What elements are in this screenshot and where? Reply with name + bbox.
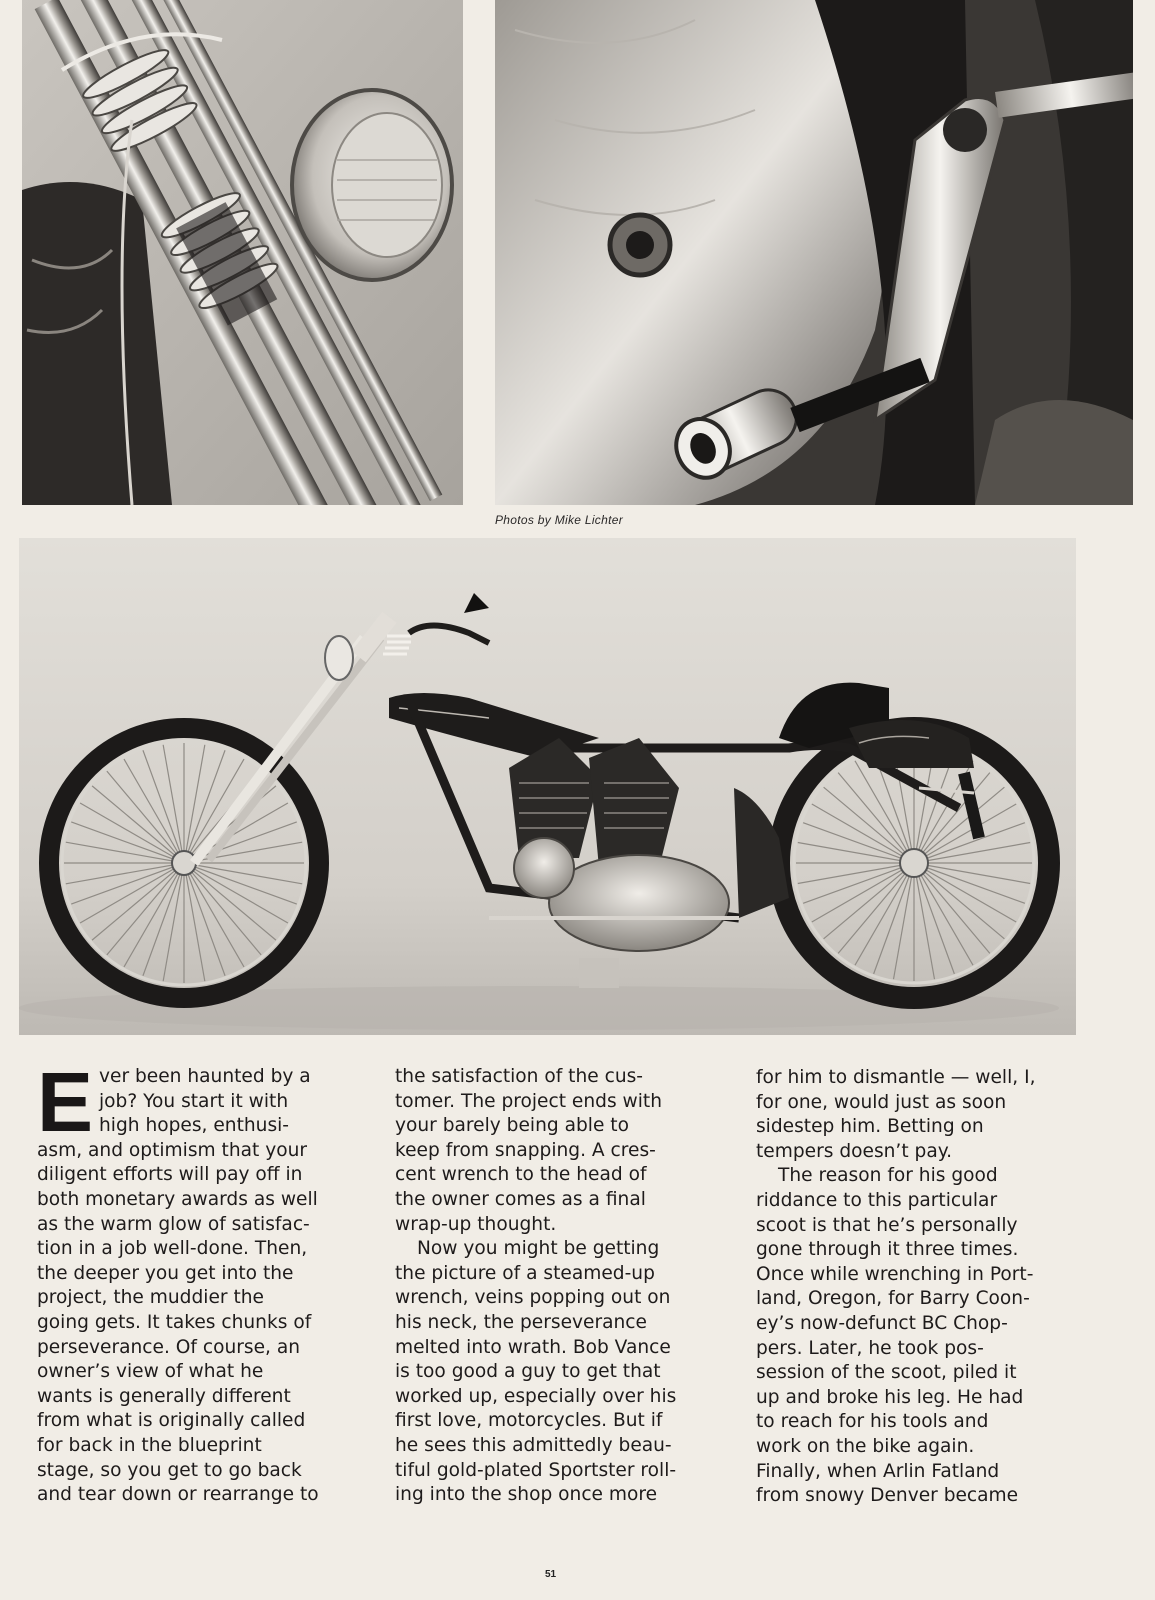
text-line: perseverance. Of course, an xyxy=(37,1336,301,1358)
article-column-3 xyxy=(756,1066,1086,1509)
text-line: ver been haunted by a xyxy=(99,1066,311,1087)
text-line: for back in the blueprint xyxy=(37,1434,262,1456)
text-line: melted into wrath. Bob Vance xyxy=(395,1336,671,1358)
front-fork-headlight-photo xyxy=(22,0,463,505)
text-line: the deeper you get into the xyxy=(37,1262,294,1284)
text-line: your barely being able to xyxy=(395,1115,629,1137)
text-line: and tear down or rearrange to xyxy=(37,1484,319,1506)
text-line: as the warm glow of satisfac- xyxy=(37,1213,310,1235)
article-column-1 xyxy=(37,1055,367,1508)
page-number: 51 xyxy=(545,1569,557,1580)
text-line: asm, and optimism that your xyxy=(37,1139,308,1161)
engine-case-brake-lever-photo xyxy=(495,0,1133,505)
col3-paragraph-1 xyxy=(756,1066,1086,1164)
text-line: his neck, the perseverance xyxy=(395,1311,647,1333)
article-column-2 xyxy=(395,1065,725,1508)
text-line: Now you might be getting xyxy=(417,1238,660,1260)
text-line: from what is originally called xyxy=(37,1410,306,1432)
text-line: up and broke his leg. He had xyxy=(756,1386,1024,1408)
fork-illustration xyxy=(22,0,463,505)
chopper-illustration xyxy=(19,538,1076,1035)
text-line: tiful gold-plated Sportster roll- xyxy=(395,1459,677,1481)
text-line: riddance to this particular xyxy=(756,1189,998,1211)
text-line: diligent efforts will pay off in xyxy=(37,1164,303,1186)
text-line: wrench, veins popping out on xyxy=(395,1287,671,1309)
text-line: the picture of a steamed-up xyxy=(395,1262,655,1284)
text-line: ing into the shop once more xyxy=(395,1484,658,1506)
text-line: gone through it three times. xyxy=(756,1239,1019,1261)
text-line: session of the scoot, piled it xyxy=(756,1362,1017,1384)
col2-paragraph-2 xyxy=(395,1237,725,1508)
engine-case-illustration xyxy=(495,0,1133,505)
text-line: for one, would just as soon xyxy=(756,1091,1007,1113)
text-line: to reach for his tools and xyxy=(756,1411,989,1433)
col3-paragraph-2 xyxy=(756,1164,1086,1508)
text-line: the satisfaction of the cus- xyxy=(395,1066,644,1087)
chopper-side-view-photo xyxy=(19,538,1076,1035)
text-line: both monetary awards as well xyxy=(37,1188,318,1210)
text-line: ey’s now-defunct BC Chop- xyxy=(756,1312,1008,1334)
text-line: going gets. It takes chunks of xyxy=(37,1311,312,1333)
text-line: is too good a guy to get that xyxy=(395,1361,661,1383)
text-line: worked up, especially over his xyxy=(395,1385,677,1407)
text-line: first love, motorcycles. But if xyxy=(395,1410,663,1432)
text-line: wants is generally different xyxy=(37,1385,291,1407)
text-line: sidestep him. Betting on xyxy=(756,1116,984,1138)
text-line: project, the muddier the xyxy=(37,1287,264,1309)
text-line: keep from snapping. A cres- xyxy=(395,1139,656,1161)
text-line: Finally, when Arlin Fatland xyxy=(756,1460,1000,1482)
text-line: wrap-up thought. xyxy=(395,1213,557,1235)
col2-paragraph-1 xyxy=(395,1065,725,1237)
text-line: land, Oregon, for Barry Coon- xyxy=(756,1288,1030,1310)
photo-credit: Photos by Mike Lichter xyxy=(495,513,623,527)
text-line: scoot is that he’s personally xyxy=(756,1214,1018,1236)
text-line: job? You start it with xyxy=(99,1090,289,1112)
text-line: high hopes, enthusi- xyxy=(99,1115,290,1137)
text-line: from snowy Denver became xyxy=(756,1485,1019,1507)
drop-cap: E xyxy=(37,1055,94,1149)
text-line: The reason for his good xyxy=(778,1165,998,1187)
text-line: tempers doesn’t pay. xyxy=(756,1140,952,1162)
text-line: the owner comes as a final xyxy=(395,1188,646,1210)
text-line: Once while wrenching in Port- xyxy=(756,1263,1034,1285)
text-line: for him to dismantle — well, I, xyxy=(756,1067,1036,1088)
text-line: owner’s view of what he xyxy=(37,1361,264,1383)
text-line: pers. Later, he took pos- xyxy=(756,1337,984,1359)
text-line: tomer. The project ends with xyxy=(395,1090,662,1112)
text-line: tion in a job well-done. Then, xyxy=(37,1238,308,1260)
text-line: work on the bike again. xyxy=(756,1435,975,1457)
text-line: cent wrench to the head of xyxy=(395,1164,647,1186)
text-line: stage, so you get to go back xyxy=(37,1459,302,1481)
text-line: he sees this admittedly beau- xyxy=(395,1434,672,1456)
